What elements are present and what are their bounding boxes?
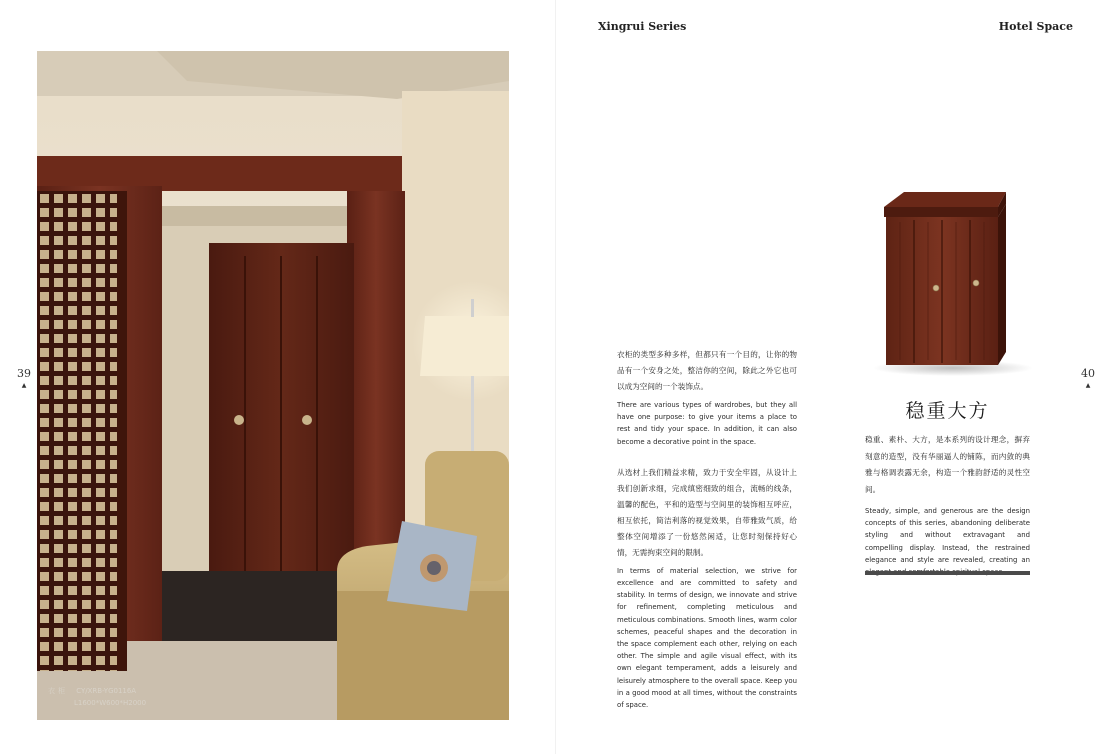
- page-number-right: [1078, 367, 1098, 390]
- photo-caption: [48, 685, 146, 709]
- page-number-right-text: 40: [1081, 367, 1095, 380]
- product-title: 稳重大方: [905, 400, 990, 422]
- page-gutter: [555, 0, 556, 754]
- room-photo: [37, 51, 509, 720]
- intro-en: There are various types of wardrobes, but they all have one purpose: to give your items a place to rest and tidy your space. In addition, it can also become a decorative point in the space.: [617, 401, 797, 446]
- decorative-rule: [865, 571, 1030, 575]
- caption-model: CY/XRB-YG0116A: [76, 687, 137, 695]
- design-en: In terms of material selection, we strive for excellence and are committed to safety and stability. In terms of design, we innovate and strive for refinement, completing meticulous and meticulous combinations. Smooth lines, warm color schemes, peaceful shapes and the decoration in the space complement each other, relying on each other. The simple and agile visual effect, with its own elegant temperament, adds a leisurely and leisurely atmosphere to the overall space. Keep you in a good mood at all times, without the constraints of space.: [617, 566, 797, 710]
- intro-zh: 衣柜的类型多种多样，但都只有一个目的，让你的物品有一个安身之处，整洁你的空间，除此之外它也可以成为空间的一个装饰点。: [617, 350, 797, 391]
- page-number-left-text: 39: [17, 367, 31, 380]
- section-header: Hotel Space: [998, 20, 1073, 33]
- triangle-marker-icon: ▲: [1085, 382, 1091, 389]
- design-zh: 从选材上我们精益求精，致力于安全牢固，从设计上我们创新求细，完成缜密细致的组合，流畅的线条，温馨的配色，平和的造型与空间里的装饰相互呼应，相互依托，简洁利落的视觉效果，自带雅致气质，给整体空间增添了一份悠然闲适，让您时刻保持好心情，无需拘束空间的限制。: [617, 467, 797, 557]
- concept-zh: 稳重、素朴、大方，是本系列的设计理念，摒弃刻意的造型，没有华丽逼人的铺陈，而内敛的典雅与格调表露无余，构造一个雅韵舒适的灵性空间。: [865, 435, 1030, 494]
- middle-text-column: [617, 347, 797, 711]
- caption-dimensions: L1600*W600*H2000: [74, 699, 147, 707]
- right-text-column: [865, 432, 1030, 578]
- series-header: Xingrui Series: [598, 20, 687, 33]
- wardrobe-product-image: [858, 170, 1043, 390]
- page-number-left: [14, 367, 34, 390]
- triangle-marker-icon: ▲: [21, 382, 27, 389]
- caption-label: 衣柜: [48, 687, 68, 695]
- concept-en: Steady, simple, and generous are the design concepts of this series, abandoning deliberate styling and without extravagant and compelling display. Instead, the restrained elegance and style are revealed, creating an: [865, 507, 1030, 564]
